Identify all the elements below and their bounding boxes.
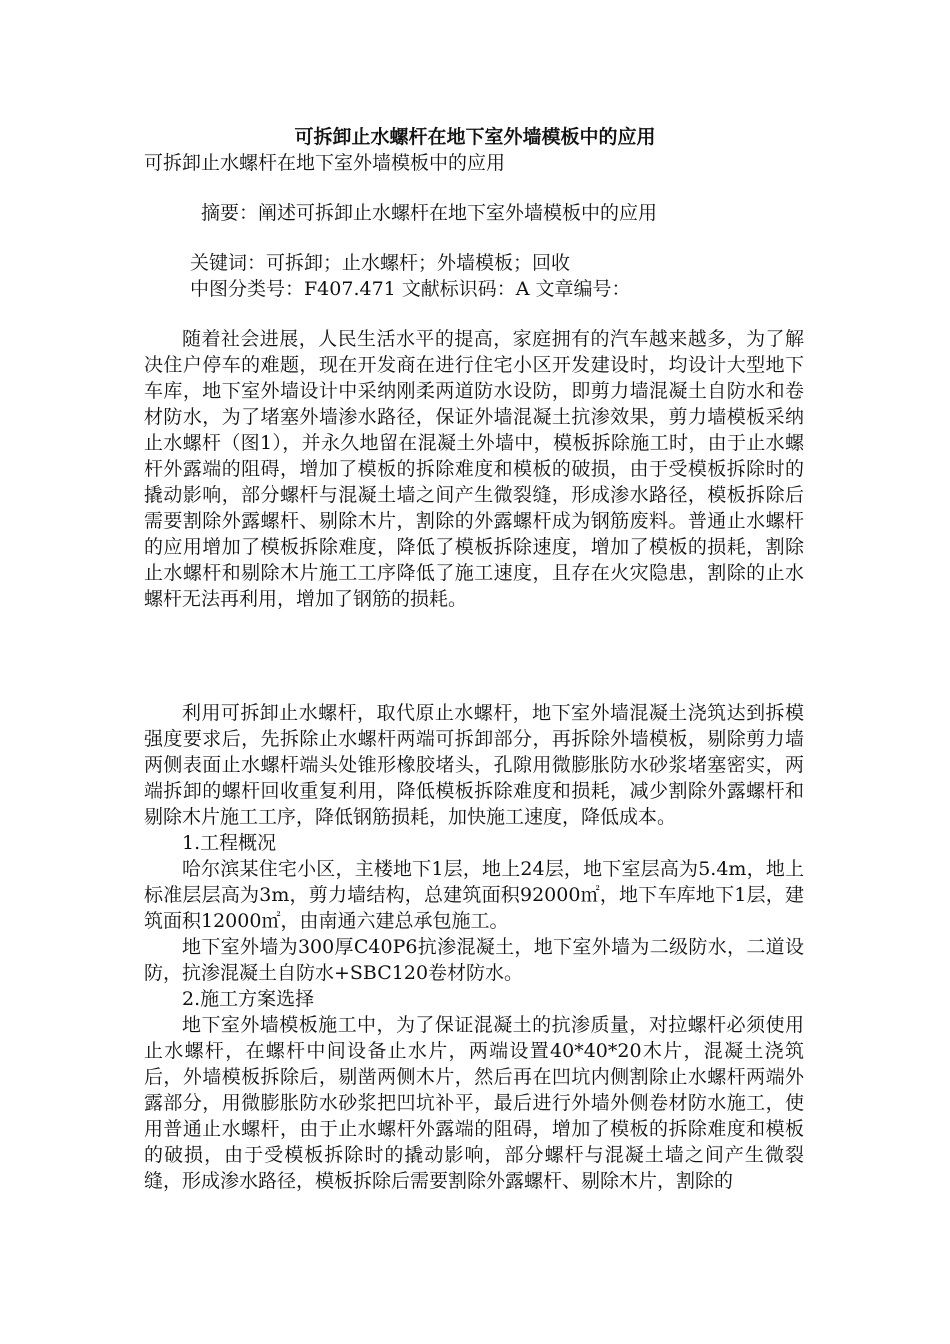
classification-line: 中图分类号：F407.471 文献标识码：A 文章编号： — [190, 278, 631, 300]
section-heading-project-overview: 1.工程概况 — [182, 832, 277, 854]
document-title: 可拆卸止水螺杆在地下室外墙模板中的应用 — [294, 126, 656, 148]
paragraph-project-overview: 哈尔滨某住宅小区，主楼地下1层，地上24层，地下室层高为5.4m，地上标准层层高为3m，剪力墙结构，总建筑面积92000㎡，地下车库地下1层，建筑面积12000㎡，由南通六建总承包施工。 — [144, 858, 804, 932]
solution-section — [144, 700, 804, 1194]
paragraph-solution: 利用可拆卸止水螺杆，取代原止水螺杆，地下室外墙混凝土浇筑达到拆模强度要求后，先拆除止水螺杆两端可拆卸部分，再拆除外墙模板，剔除剪力墙两侧表面止水螺杆端头处锥形橡胶堵头，孔隙用微膨胀防水砂浆堵塞密实，两端拆卸的螺杆回收重复利用，降低模板拆除难度和损耗，减少割除外露螺杆和剔除木片施工工序，降低钢筋损耗，加快施工速度，降低成本。 — [144, 702, 804, 828]
paragraph-construction-plan: 地下室外墙模板施工中，为了保证混凝土的抗渗质量，对拉螺杆必须使用止水螺杆，在螺杆中间设备止水片，两端设置40*40*20木片，混凝土浇筑后，外墙模板拆除后，剔凿两侧木片，然后再在凹坑内侧割除止水螺杆两端外露部分，用微膨胀防水砂浆把凹坑补平，最后进行外墙外侧卷材防水施工，使用普通止水螺杆，由于止水螺杆外露端的阻碍，增加了模板的拆除难度和模板的破损，由于受模板拆除时的撬动影响，部分螺杆与混凝土墙之间产生微裂缝，形成渗水路径，模板拆除后需要割除外露螺杆、剔除木片，割除的 — [144, 1014, 804, 1192]
keywords: 关键词：可拆卸；止水螺杆；外墙模板；回收 — [190, 252, 571, 274]
intro-section — [144, 326, 804, 612]
paragraph-background: 随着社会进展，人民生活水平的提高，家庭拥有的汽车越来越多，为了解决住户停车的难题，现在开发商在进行住宅小区开发建设时，均设计大型地下车库，地下室外墙设计中采纳刚柔两道防水设防，即剪力墙混凝土自防水和卷材防水，为了堵塞外墙渗水路径，保证外墙混凝土抗渗效果，剪力墙模板采纳止水螺杆（图1），并永久地留在混凝土外墙中，模板拆除施工时，由于止水螺杆外露端的阻碍，增加了模板的拆除难度和模板的破损，由于受模板拆除时的撬动影响，部分螺杆与混凝土墙之间产生微裂缝，形成渗水路径，模板拆除后需要割除外露螺杆、剔除木片，割除的外露螺杆成为钢筋废料。普通止水螺杆的应用增加了模板拆除难度，降低了模板拆除速度，增加了模板的损耗，割除止水螺杆和剔除木片施工工序降低了施工速度，且存在火灾隐患，割除的止水螺杆无法再利用，增加了钢筋的损耗。 — [144, 328, 804, 610]
section-heading-construction-plan: 2.施工方案选择 — [182, 988, 315, 1010]
abstract: 摘要：阐述可拆卸止水螺杆在地下室外墙模板中的应用 — [201, 202, 658, 224]
document-subtitle: 可拆卸止水螺杆在地下室外墙模板中的应用 — [144, 152, 506, 174]
paragraph-wall-spec: 地下室外墙为300厚C40P6抗渗混凝土，地下室外墙为二级防水，二道设防，抗渗混凝土自防水+SBC120卷材防水。 — [144, 936, 804, 984]
